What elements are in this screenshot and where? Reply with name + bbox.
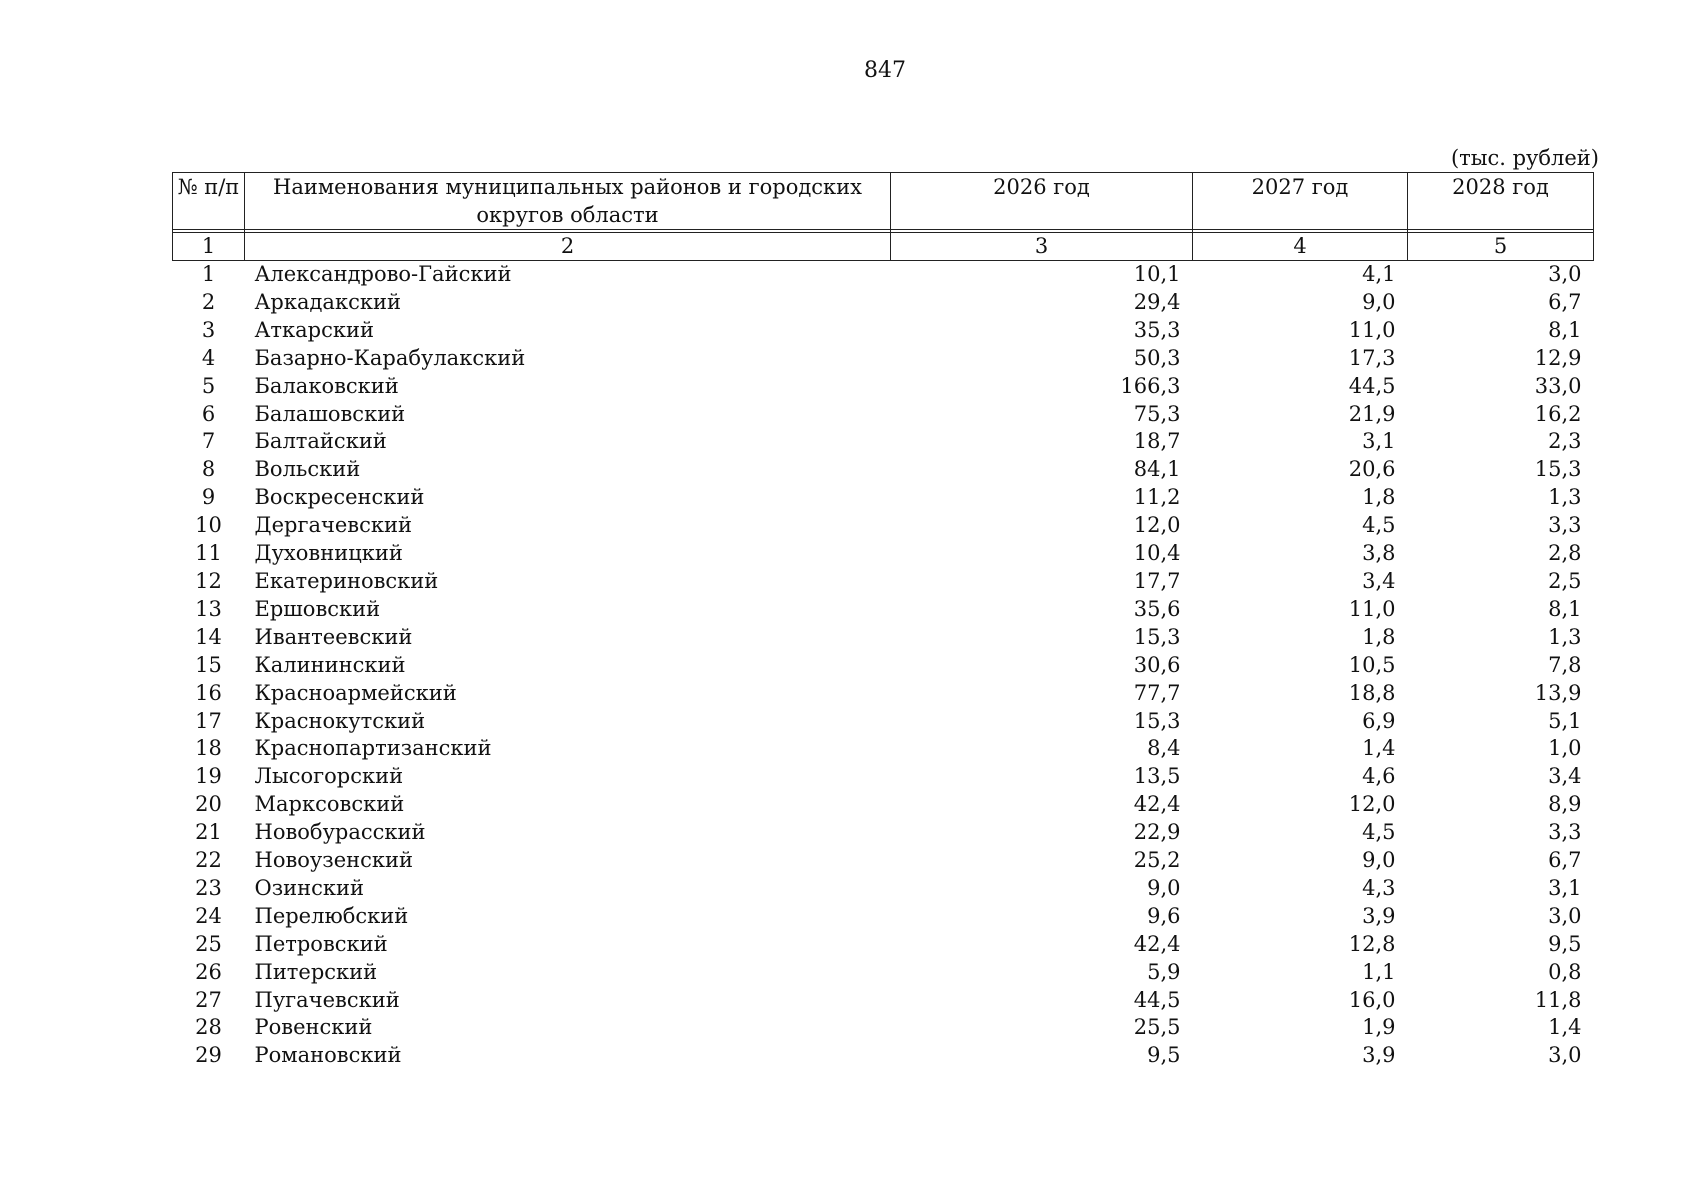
value-2026: 9,0 (1147, 875, 1181, 900)
district-name: Аткарский (254, 317, 374, 342)
value-2027: 4,1 (1362, 262, 1396, 286)
table-row (173, 708, 1594, 736)
value-2026: 8,4 (1147, 736, 1181, 761)
district-name: Духовницкий (254, 541, 403, 566)
district-name: Ивантеевский (254, 624, 413, 649)
value-2028: 1,3 (1548, 485, 1582, 510)
table-row (173, 987, 1594, 1015)
district-name: Балашовский (254, 401, 406, 426)
value-2028: 8,1 (1548, 317, 1582, 342)
district-name: Александрово-Гайский (254, 262, 512, 286)
value-2028: 6,7 (1548, 848, 1582, 873)
table-row (173, 261, 1594, 289)
row-number: 18 (195, 736, 222, 761)
value-2026: 22,9 (1133, 820, 1181, 845)
value-2028: 2,5 (1548, 568, 1582, 593)
value-2028: 33,0 (1534, 373, 1582, 398)
value-2028: 2,3 (1548, 429, 1582, 454)
value-2026: 17,7 (1133, 568, 1181, 593)
district-name: Воскресенский (254, 485, 425, 510)
column-number-3: 3 (891, 233, 1193, 261)
value-2026: 9,6 (1147, 903, 1181, 928)
table-row (173, 345, 1594, 373)
table-row (173, 568, 1594, 596)
row-number: 12 (195, 568, 222, 593)
header-number: № п/п (173, 173, 245, 230)
value-2027: 6,9 (1362, 708, 1396, 733)
row-number: 19 (195, 764, 222, 789)
district-name: Аркадакский (254, 289, 401, 314)
district-name: Калининский (254, 652, 406, 677)
district-name: Марксовский (254, 792, 405, 817)
district-name: Ершовский (254, 596, 381, 621)
column-number-2: 2 (245, 233, 891, 261)
row-number: 27 (195, 987, 222, 1012)
row-number: 10 (195, 513, 222, 538)
table-row (173, 540, 1594, 568)
row-number: 11 (195, 541, 222, 566)
row-number: 29 (195, 1043, 222, 1068)
value-2026: 11,2 (1133, 485, 1181, 510)
row-number: 14 (195, 624, 222, 649)
row-number: 21 (195, 820, 222, 845)
district-name: Пугачевский (254, 987, 400, 1012)
district-name: Вольский (254, 457, 361, 482)
table-row (173, 847, 1594, 875)
value-2027: 1,1 (1362, 959, 1396, 984)
district-name: Новоузенский (254, 848, 414, 873)
value-2027: 1,9 (1362, 1015, 1396, 1040)
value-2028: 15,3 (1534, 457, 1582, 482)
table-row (173, 763, 1594, 791)
district-name: Базарно-Карабулакский (254, 345, 526, 370)
table-row (173, 373, 1594, 401)
value-2026: 12,0 (1133, 513, 1181, 538)
row-number: 9 (201, 485, 216, 510)
row-number: 26 (195, 959, 222, 984)
column-number-1: 1 (173, 233, 245, 261)
value-2027: 11,0 (1348, 596, 1396, 621)
value-2026: 10,1 (1133, 262, 1181, 286)
district-name: Новобурасский (254, 820, 426, 845)
value-2027: 9,0 (1362, 289, 1396, 314)
row-number: 24 (195, 903, 222, 928)
table-row (173, 624, 1594, 652)
district-name: Озинский (254, 875, 365, 900)
value-2027: 16,0 (1348, 987, 1396, 1012)
value-2026: 25,2 (1133, 848, 1181, 873)
value-2027: 3,9 (1362, 903, 1396, 928)
table-row (173, 875, 1594, 903)
district-name: Романовский (254, 1043, 402, 1068)
value-2028: 8,1 (1548, 596, 1582, 621)
table-row (173, 428, 1594, 456)
value-2027: 44,5 (1348, 373, 1396, 398)
value-2028: 13,9 (1534, 680, 1582, 705)
district-name: Краснокутский (254, 708, 426, 733)
district-name: Ровенский (254, 1015, 373, 1040)
column-number-5: 5 (1408, 233, 1594, 261)
table-row (173, 289, 1594, 317)
value-2026: 75,3 (1133, 401, 1181, 426)
value-2027: 18,8 (1348, 680, 1396, 705)
table-row (173, 1014, 1594, 1042)
value-2028: 7,8 (1548, 652, 1582, 677)
value-2026: 5,9 (1147, 959, 1181, 984)
row-number: 6 (201, 401, 216, 426)
value-2028: 1,4 (1548, 1015, 1582, 1040)
district-name: Екатериновский (254, 568, 439, 593)
value-2028: 6,7 (1548, 289, 1582, 314)
value-2028: 3,1 (1548, 875, 1582, 900)
value-2026: 13,5 (1133, 764, 1181, 789)
row-number: 5 (201, 373, 216, 398)
value-2026: 50,3 (1133, 345, 1181, 370)
table-row (173, 791, 1594, 819)
value-2026: 15,3 (1133, 708, 1181, 733)
district-name: Балаковский (254, 373, 399, 398)
value-2027: 17,3 (1348, 345, 1396, 370)
value-2027: 3,8 (1362, 541, 1396, 566)
column-number-4: 4 (1193, 233, 1408, 261)
value-2028: 3,3 (1548, 820, 1582, 845)
header-2027: 2027 год (1193, 173, 1408, 230)
value-2026: 84,1 (1133, 457, 1181, 482)
value-2027: 12,0 (1348, 792, 1396, 817)
value-2027: 9,0 (1362, 848, 1396, 873)
row-number: 16 (195, 680, 222, 705)
value-2026: 18,7 (1133, 429, 1181, 454)
row-number: 20 (195, 792, 222, 817)
table-row (173, 317, 1594, 345)
value-2026: 29,4 (1133, 289, 1181, 314)
table-body (173, 261, 1594, 1071)
table-row (173, 484, 1594, 512)
table-row (173, 903, 1594, 931)
value-2027: 3,9 (1362, 1043, 1396, 1068)
value-2028: 9,5 (1548, 931, 1582, 956)
value-2027: 1,4 (1362, 736, 1396, 761)
value-2028: 3,3 (1548, 513, 1582, 538)
row-number: 13 (195, 596, 222, 621)
header-2028: 2028 год (1408, 173, 1594, 230)
value-2026: 77,7 (1133, 680, 1181, 705)
value-2027: 10,5 (1348, 652, 1396, 677)
value-2026: 166,3 (1120, 373, 1181, 398)
row-number: 1 (201, 262, 216, 286)
value-2028: 1,0 (1548, 736, 1582, 761)
value-2028: 16,2 (1534, 401, 1582, 426)
value-2027: 21,9 (1348, 401, 1396, 426)
row-number: 25 (195, 931, 222, 956)
row-number: 7 (201, 429, 216, 454)
district-name: Перелюбский (254, 903, 409, 928)
district-name: Лысогорский (254, 764, 404, 789)
value-2026: 9,5 (1147, 1043, 1181, 1068)
value-2027: 12,8 (1348, 931, 1396, 956)
row-number: 17 (195, 708, 222, 733)
table-row (173, 652, 1594, 680)
value-2027: 4,5 (1362, 513, 1396, 538)
value-2028: 1,3 (1548, 624, 1582, 649)
value-2028: 3,4 (1548, 764, 1582, 789)
row-number: 28 (195, 1015, 222, 1040)
value-2026: 42,4 (1133, 931, 1181, 956)
value-2026: 25,5 (1133, 1015, 1181, 1040)
value-2026: 35,6 (1133, 596, 1181, 621)
value-2027: 11,0 (1348, 317, 1396, 342)
row-number: 23 (195, 875, 222, 900)
value-2028: 3,0 (1548, 1043, 1582, 1068)
value-2028: 2,8 (1548, 541, 1582, 566)
value-2028: 0,8 (1548, 959, 1582, 984)
row-number: 22 (195, 848, 222, 873)
table-row (173, 680, 1594, 708)
page-number: 847 (864, 58, 906, 83)
value-2027: 20,6 (1348, 457, 1396, 482)
row-number: 15 (195, 652, 222, 677)
value-2026: 44,5 (1133, 987, 1181, 1012)
district-name: Краснопартизанский (254, 736, 492, 761)
value-2028: 11,8 (1534, 987, 1582, 1012)
value-2028: 8,9 (1548, 792, 1582, 817)
value-2027: 4,5 (1362, 820, 1396, 845)
row-number: 4 (201, 345, 216, 370)
row-number: 8 (201, 457, 216, 482)
units-label: (тыс. рублей) (1450, 146, 1599, 170)
value-2026: 30,6 (1133, 652, 1181, 677)
value-2028: 12,9 (1534, 345, 1582, 370)
value-2026: 42,4 (1133, 792, 1181, 817)
table-row (173, 512, 1594, 540)
table-row (173, 401, 1594, 429)
value-2027: 3,4 (1362, 568, 1396, 593)
table-row (173, 819, 1594, 847)
table-row (173, 931, 1594, 959)
district-name: Петровский (254, 931, 388, 956)
value-2028: 3,0 (1548, 903, 1582, 928)
value-2027: 1,8 (1362, 624, 1396, 649)
header-2026: 2026 год (891, 173, 1193, 230)
value-2027: 3,1 (1362, 429, 1396, 454)
table-row (173, 456, 1594, 484)
value-2027: 4,3 (1362, 875, 1396, 900)
row-number: 3 (201, 317, 216, 342)
value-2027: 4,6 (1362, 764, 1396, 789)
district-name: Дергачевский (254, 513, 412, 538)
value-2027: 1,8 (1362, 485, 1396, 510)
header-name: Наименования муниципальных районов и городских округов области (245, 173, 891, 230)
table-row (173, 959, 1594, 987)
table-row (173, 596, 1594, 624)
allocation-table (172, 172, 1594, 1070)
district-name: Балтайский (254, 429, 387, 454)
value-2026: 15,3 (1133, 624, 1181, 649)
value-2026: 35,3 (1133, 317, 1181, 342)
value-2028: 3,0 (1548, 262, 1582, 286)
row-number: 2 (201, 289, 216, 314)
value-2028: 5,1 (1548, 708, 1582, 733)
table-header (173, 173, 1594, 261)
table-row (173, 735, 1594, 763)
table-row (173, 1042, 1594, 1070)
district-name: Питерский (254, 959, 378, 984)
district-name: Красноармейский (254, 680, 457, 705)
value-2026: 10,4 (1133, 541, 1181, 566)
